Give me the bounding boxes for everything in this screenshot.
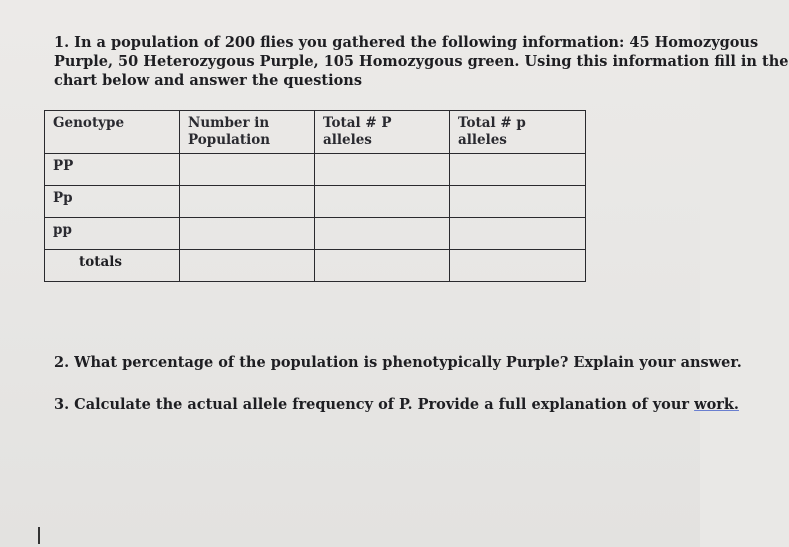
table-cell[interactable] [180, 154, 315, 186]
table-row [45, 186, 586, 218]
question-1-line-3: chart below and answer the questions [54, 72, 363, 89]
table-cell[interactable] [315, 154, 450, 186]
question-1 [54, 33, 789, 90]
table-cell[interactable] [180, 250, 315, 282]
totals-label: totals [45, 250, 180, 282]
table-header-row [45, 111, 586, 154]
genotype-label-Pp: Pp [45, 186, 180, 218]
question-1-line-2: Purple, 50 Heterozygous Purple, 105 Homozygous green. Using this information fill in the [54, 53, 789, 70]
question-3-underlined-word: work. [694, 396, 739, 413]
table-cell[interactable] [315, 186, 450, 218]
table-cell[interactable] [450, 218, 586, 250]
table-cell[interactable] [315, 250, 450, 282]
header-number-in-population: Number in Population [180, 111, 315, 154]
table-cell[interactable] [180, 218, 315, 250]
question-3-text: 3. Calculate the actual allele frequency of P. Provide a full explanation of your [54, 396, 695, 413]
table-cell[interactable] [450, 250, 586, 282]
table-cell[interactable] [450, 186, 586, 218]
table-cell[interactable] [450, 154, 586, 186]
question-3 [54, 396, 739, 413]
genotype-label-PP: PP [45, 154, 180, 186]
genotype-table [44, 110, 586, 282]
text-cursor [38, 527, 40, 544]
question-1-line-1: 1. In a population of 200 flies you gathered the following information: 45 Homozygous [54, 34, 759, 51]
header-total-P-alleles: Total # P alleles [315, 111, 450, 154]
table-row [45, 154, 586, 186]
header-total-p-alleles: Total # p alleles [450, 111, 586, 154]
table-cell[interactable] [180, 186, 315, 218]
header-genotype: Genotype [45, 111, 180, 154]
genotype-label-pp: pp [45, 218, 180, 250]
table-row [45, 218, 586, 250]
table-row-totals [45, 250, 586, 282]
table-cell[interactable] [315, 218, 450, 250]
question-2: 2. What percentage of the population is phenotypically Purple? Explain your answer. [54, 354, 742, 371]
